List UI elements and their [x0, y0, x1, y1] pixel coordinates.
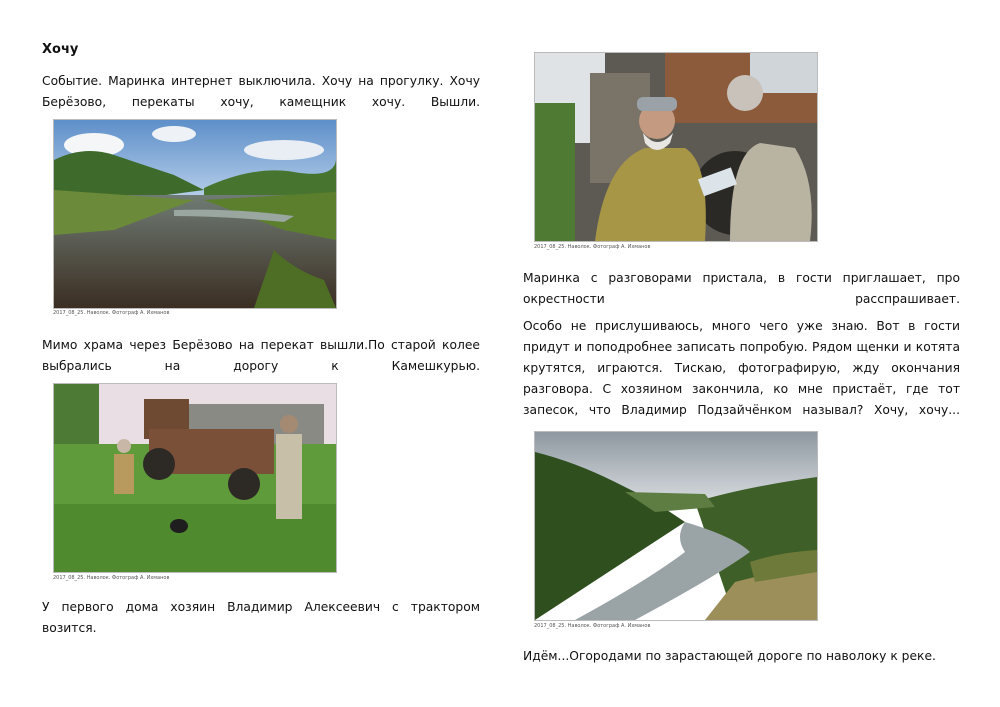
paragraph-marinka: Маринка с разговорами пристала, в гости приглашает, про окрестности расспрашивает.: [523, 271, 960, 306]
photo-caption: 2017_08_25. Наволок. Фотограф А. Ихманов: [534, 623, 651, 629]
paragraph-listening: Особо не прислушиваюсь, много чего уже знаю. Вот в гости придут и поподробнее записать попробую. Рядом щенки и котята крутятся, играются. Тискаю, фотографирую, жду окончания разговора. С хозяином закончила, ко мне пристаёт, где тот запесок, что Владимир Подзайчёнком называл? Хочу, хочу...: [523, 319, 960, 417]
paragraph-walk: Идём...Огородами по зарастающей дороге по наволоку к реке.: [523, 649, 936, 663]
photo-caption: 2017_08_25. Наволок. Фотограф А. Ихманов: [534, 244, 651, 250]
paragraph-event: Событие. Маринка интернет выключила. Хочу на прогулку. Хочу Берёзово, перекаты хочу, камещник хочу. Вышли.: [42, 74, 480, 109]
photo-caption: 2017_08_25. Наволок. Фотограф А. Ихманов: [53, 310, 170, 316]
photo-man-talking: [534, 52, 818, 242]
photo-tractor-yard: [53, 383, 337, 573]
photo-river-bend: [534, 431, 818, 621]
photo-caption: 2017_08_25. Наволок. Фотограф А. Ихманов: [53, 575, 170, 581]
paragraph-owner: У первого дома хозяин Владимир Алексеевич с трактором возится.: [42, 600, 480, 635]
photo-river-rapids: [53, 119, 337, 309]
page-title: Хочу: [42, 42, 79, 57]
paragraph-route: Мимо храма через Берёзово на перекат вышли.По старой колее выбрались на дорогу к Камешкурью.: [42, 338, 480, 373]
